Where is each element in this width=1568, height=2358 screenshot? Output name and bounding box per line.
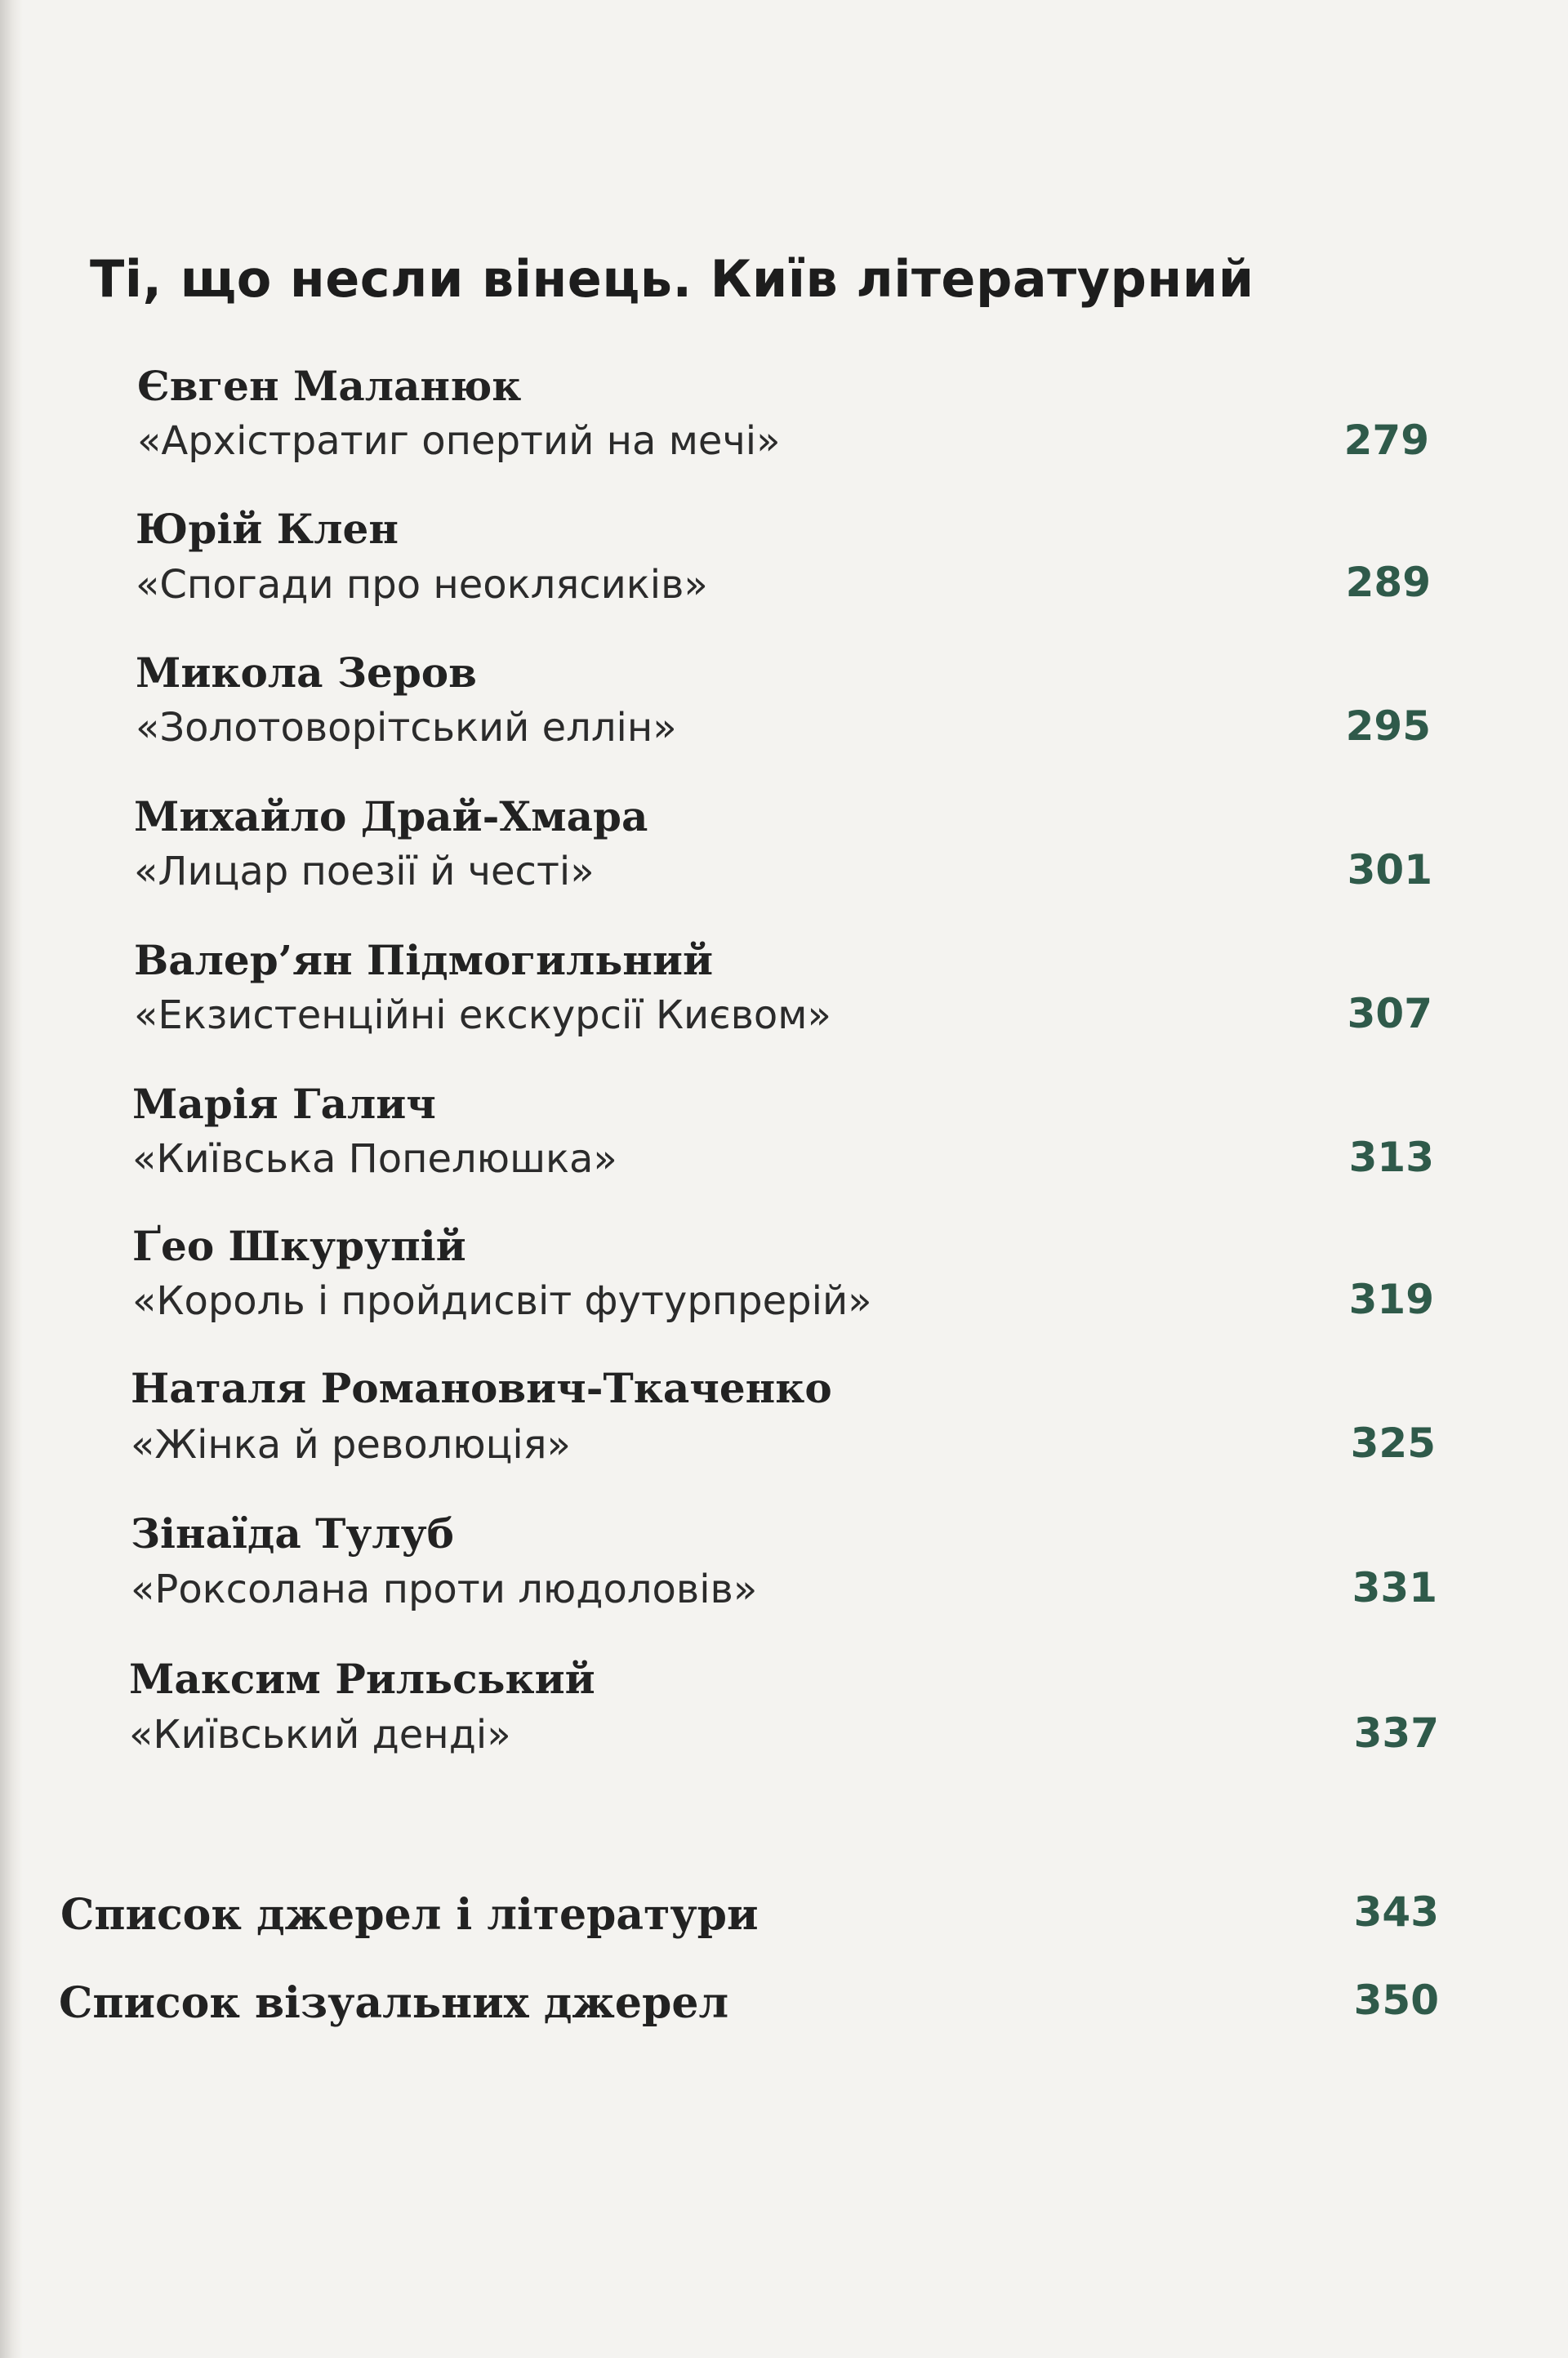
toc-entry-author: Микола Зеров — [136, 649, 477, 697]
toc-entry-author: Ґео Шкурупій — [132, 1222, 466, 1270]
toc-entry-work: «Спогади про неоклясиків» — [136, 562, 708, 608]
toc-entry-page[interactable]: 319 — [1348, 1276, 1434, 1323]
toc-entry-page[interactable]: 289 — [1345, 559, 1431, 606]
toc-entry-page[interactable]: 337 — [1353, 1709, 1439, 1757]
toc-entry-work: «Король і пройдисвіт футурпрерій» — [132, 1278, 872, 1324]
toc-entry-author: Наталя Романович-Ткаченко — [131, 1364, 832, 1412]
toc-appendix-page[interactable]: 350 — [1353, 1977, 1439, 2024]
toc-entry-work: «Золотоворітський еллін» — [136, 705, 677, 751]
toc-appendix-title: Список візуальних джерел — [59, 1978, 729, 2028]
toc-entry-work: «Київська Попелюшка» — [132, 1136, 617, 1182]
toc-entry-work: «Екзистенційні екскурсії Києвом» — [134, 992, 831, 1038]
toc-entry-author: Юрій Клен — [136, 505, 399, 553]
toc-entry-author: Максим Рильський — [129, 1655, 595, 1703]
toc-entry-author: Марія Галич — [132, 1080, 436, 1128]
toc-entry-author: Зінаїда Тулуб — [131, 1509, 454, 1558]
toc-entry-work: «Київський денді» — [129, 1712, 511, 1758]
toc-entry-work: «Архістратиг опертий на мечі» — [137, 418, 781, 464]
toc-entry-page[interactable]: 295 — [1345, 702, 1431, 750]
toc-appendix-title: Список джерел і літератури — [60, 1890, 759, 1940]
toc-appendix-page[interactable]: 343 — [1353, 1888, 1439, 1936]
toc-entry-author: Євген Маланюк — [137, 362, 522, 410]
toc-entry-page[interactable]: 325 — [1350, 1420, 1436, 1467]
toc-entry-work: «Жінка й революція» — [131, 1422, 571, 1468]
toc-entry-author: Михайло Драй-Хмара — [134, 792, 648, 840]
toc-entry-page[interactable]: 313 — [1348, 1134, 1434, 1181]
book-spine-shadow — [0, 0, 23, 2358]
toc-entry-page[interactable]: 301 — [1347, 846, 1432, 894]
toc-entry-work: «Лицар поезії й честі» — [134, 849, 595, 894]
toc-entry-page[interactable]: 279 — [1343, 417, 1429, 464]
toc-entry-page[interactable]: 307 — [1347, 990, 1432, 1037]
toc-entry-author: Валер’ян Підмогильний — [134, 936, 714, 984]
toc-entry-page[interactable]: 331 — [1352, 1564, 1437, 1611]
toc-entry-work: «Роксолана проти людоловів» — [131, 1567, 758, 1612]
section-title: Ті, що несли вінець. Київ літературний — [90, 249, 1254, 309]
